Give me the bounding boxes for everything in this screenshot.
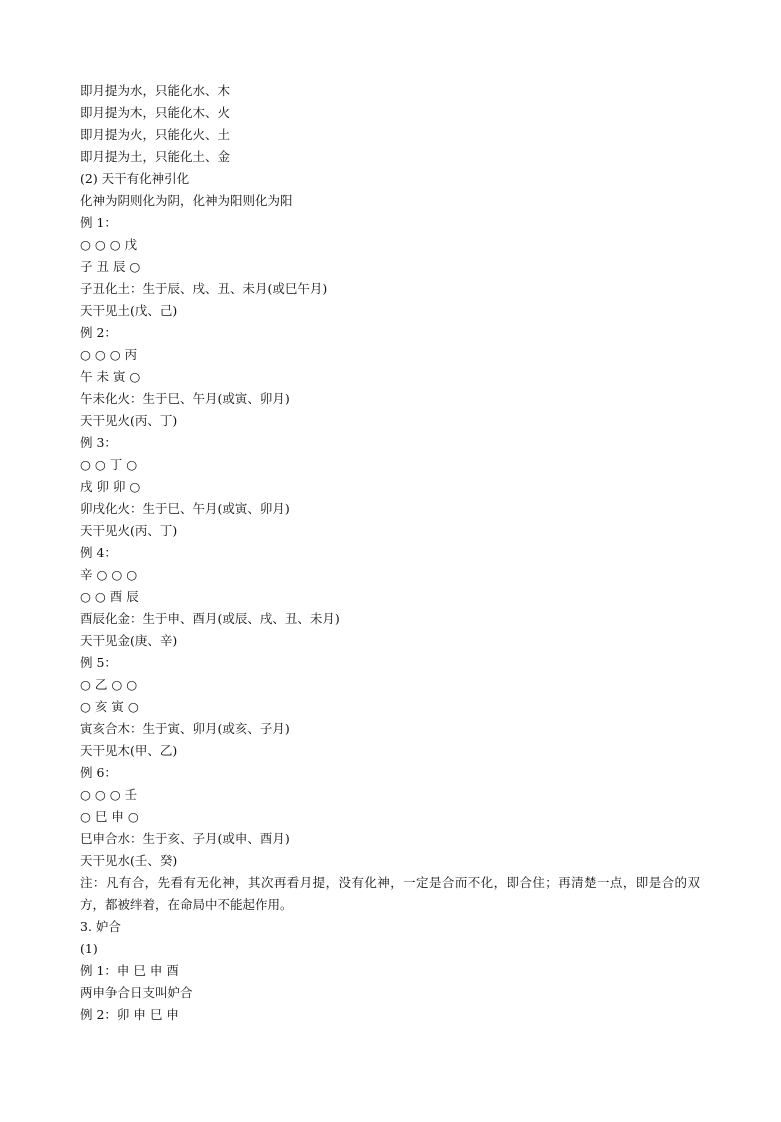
text-line: 即月提为土，只能化土、金	[80, 149, 231, 164]
text-line: 子丑化土：生于辰、戌、丑、未月(或巳午月)	[80, 281, 328, 296]
stem-row: ○ ○ ○ 丙	[80, 347, 138, 362]
document-body	[80, 80, 700, 1026]
text-line: 卯戌化火：生于巳、午月(或寅、卯月)	[80, 501, 290, 516]
text-line: 天干见火(丙、丁)	[80, 523, 178, 538]
branch-row: 子 丑 辰 ○	[80, 259, 141, 274]
text-line: 即月提为火，只能化火、土	[80, 127, 231, 142]
text-line: 即月提为水，只能化水、木	[80, 83, 231, 98]
branch-row: ○ ○ 酉 辰	[80, 589, 139, 604]
section-heading: (2) 天干有化神引化	[80, 171, 190, 186]
note-paragraph: 注：凡有合，先看有无化神，其次再看月提，没有化神，一定是合而不化，即合住；再清楚一点，即是合的双方，都被绊着，在命局中不能起作用。	[80, 875, 700, 912]
example-label: 例 3：	[80, 435, 117, 450]
text-line: 寅亥合木：生于寅、卯月(或亥、子月)	[80, 721, 290, 736]
text-line: 即月提为木，只能化木、火	[80, 105, 231, 120]
text-line: 天干见火(丙、丁)	[80, 413, 178, 428]
example-label: 例 6：	[80, 765, 117, 780]
text-line: 巳申合水：生于亥、子月(或申、酉月)	[80, 831, 290, 846]
branch-row: ○ 亥 寅 ○	[80, 699, 139, 714]
stem-row: ○ ○ 丁 ○	[80, 457, 138, 472]
example-label: 例 5：	[80, 655, 117, 670]
text-line: 天干见木(甲、乙)	[80, 743, 178, 758]
stem-row: ○ ○ ○ 壬	[80, 787, 138, 802]
branch-row: 戌 卯 卯 ○	[80, 479, 141, 494]
stem-row: 辛 ○ ○ ○	[80, 567, 138, 582]
stem-row: ○ 乙 ○ ○	[80, 677, 138, 692]
subsection-label: (1)	[80, 941, 98, 956]
text-line: 酉辰化金：生于申、酉月(或辰、戌、丑、未月)	[80, 611, 340, 626]
text-line: 化神为阴则化为阴，化神为阳则化为阳	[80, 193, 293, 208]
text-line: 天干见水(壬、癸)	[80, 853, 178, 868]
stem-row: ○ ○ ○ 戊	[80, 237, 138, 252]
text-line: 午未化火：生于巳、午月(或寅、卯月)	[80, 391, 290, 406]
text-line: 天干见土(戊、己)	[80, 303, 178, 318]
text-line: 两申争合日支叫妒合	[80, 985, 193, 1000]
example-label: 例 4：	[80, 545, 117, 560]
example-label: 例 1：	[80, 215, 117, 230]
text-line: 天干见金(庚、辛)	[80, 633, 178, 648]
example-label: 例 2：	[80, 325, 117, 340]
section-heading: 3. 妒合	[80, 919, 121, 934]
branch-row: 午 未 寅 ○	[80, 369, 141, 384]
example-label: 例 2：卯 申 巳 申	[80, 1007, 179, 1022]
branch-row: ○ 巳 申 ○	[80, 809, 139, 824]
example-label: 例 1：申 巳 申 酉	[80, 963, 179, 978]
